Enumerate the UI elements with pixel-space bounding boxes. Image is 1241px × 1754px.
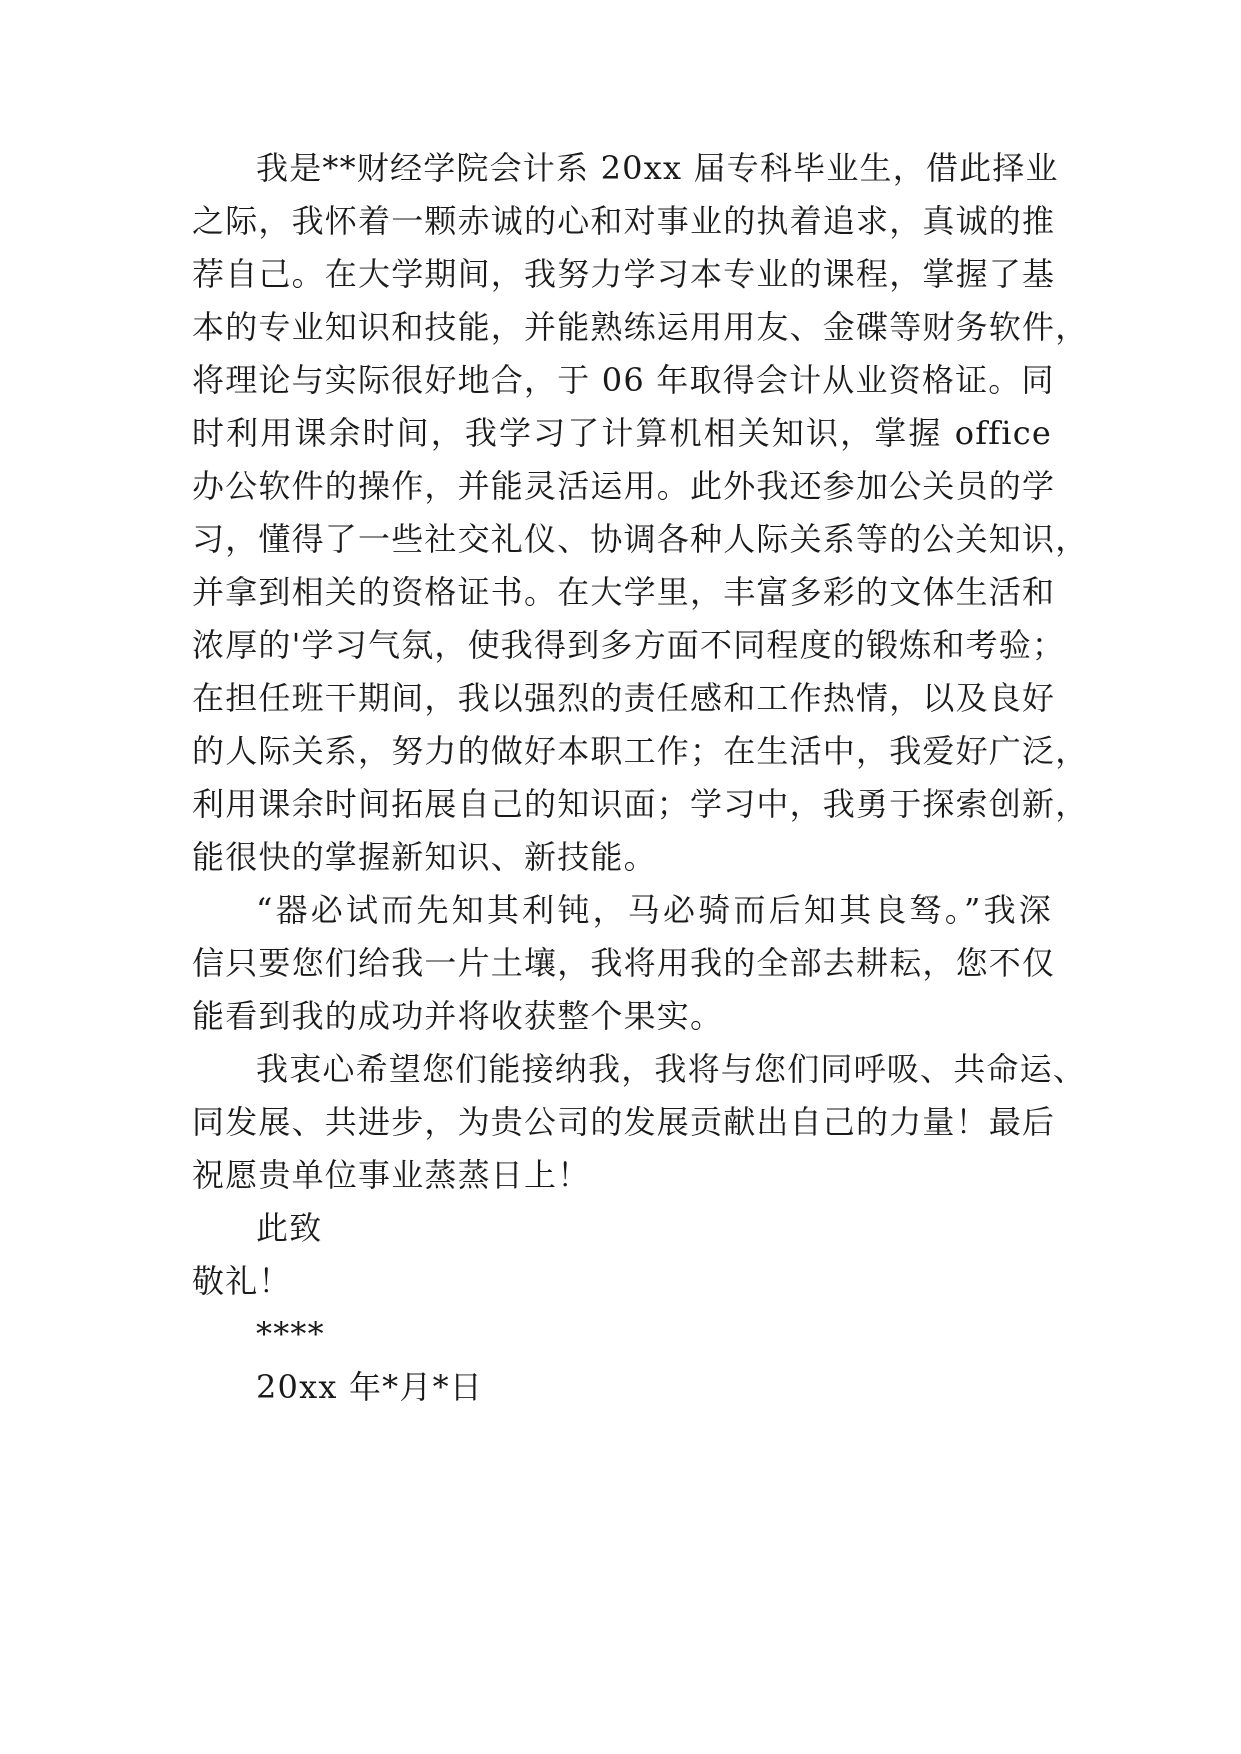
paragraph-1-line-8: 习，懂得了一些社交礼仪、协调各种人际关系等的公关知识， xyxy=(192,520,1089,558)
paragraph-1-line-10: 浓厚的'学习气氛，使我得到多方面不同程度的锻炼和考验； xyxy=(192,626,1066,664)
closing-regards: 敬礼！ xyxy=(192,1262,292,1300)
paragraph-1-line-13: 利用课余时间拓展自己的知识面；学习中，我勇于探索创新， xyxy=(192,785,1089,823)
paragraph-2-line-3: 能看到我的成功并将收获整个果实。 xyxy=(192,997,724,1035)
paragraph-3-line-1: 我衷心希望您们能接纳我，我将与您们同呼吸、共命运、 xyxy=(256,1050,1087,1088)
paragraph-3-line-3: 祝愿贵单位事业蒸蒸日上！ xyxy=(192,1156,591,1194)
paragraph-2-line-1: “器必试而先知其利钝，马必骑而后知其良驽。”我深 xyxy=(256,891,1052,929)
paragraph-1-line-1: 我是**财经学院会计系 20xx 届专科毕业生，借此择业 xyxy=(256,149,1059,187)
paragraph-3-line-2: 同发展、共进步，为贵公司的发展贡献出自己的力量！最后 xyxy=(192,1103,1056,1141)
paragraph-1-line-14: 能很快的掌握新知识、新技能。 xyxy=(192,838,657,876)
closing-date: 20xx 年*月*日 xyxy=(256,1368,483,1406)
paragraph-1-line-12: 的人际关系，努力的做好本职工作；在生活中，我爱好广泛， xyxy=(192,732,1089,770)
paragraph-1-line-11: 在担任班干期间，我以强烈的责任感和工作热情，以及良好 xyxy=(192,679,1056,717)
closing-signature: **** xyxy=(256,1315,325,1353)
paragraph-1-line-7: 办公软件的操作，并能灵活运用。此外我还参加公关员的学 xyxy=(192,467,1056,505)
paragraph-1-line-6: 时利用课余时间，我学习了计算机相关知识，掌握 office xyxy=(192,414,1052,452)
paragraph-1-line-3: 荐自己。在大学期间，我努力学习本专业的课程，掌握了基 xyxy=(192,255,1056,293)
paragraph-2-line-2: 信只要您们给我一片土壤，我将用我的全部去耕耘，您不仅 xyxy=(192,944,1056,982)
paragraph-1-line-5: 将理论与实际很好地合，于 06 年取得会计从业资格证。同 xyxy=(192,361,1055,399)
closing-salutation: 此致 xyxy=(256,1209,323,1247)
paragraph-1-line-9: 并拿到相关的资格证书。在大学里，丰富多彩的文体生活和 xyxy=(192,573,1056,611)
paragraph-1-line-4: 本的专业知识和技能，并能熟练运用用友、金碟等财务软件， xyxy=(192,308,1089,346)
paragraph-1-line-2: 之际，我怀着一颗赤诚的心和对事业的执着追求，真诚的推 xyxy=(192,202,1056,240)
